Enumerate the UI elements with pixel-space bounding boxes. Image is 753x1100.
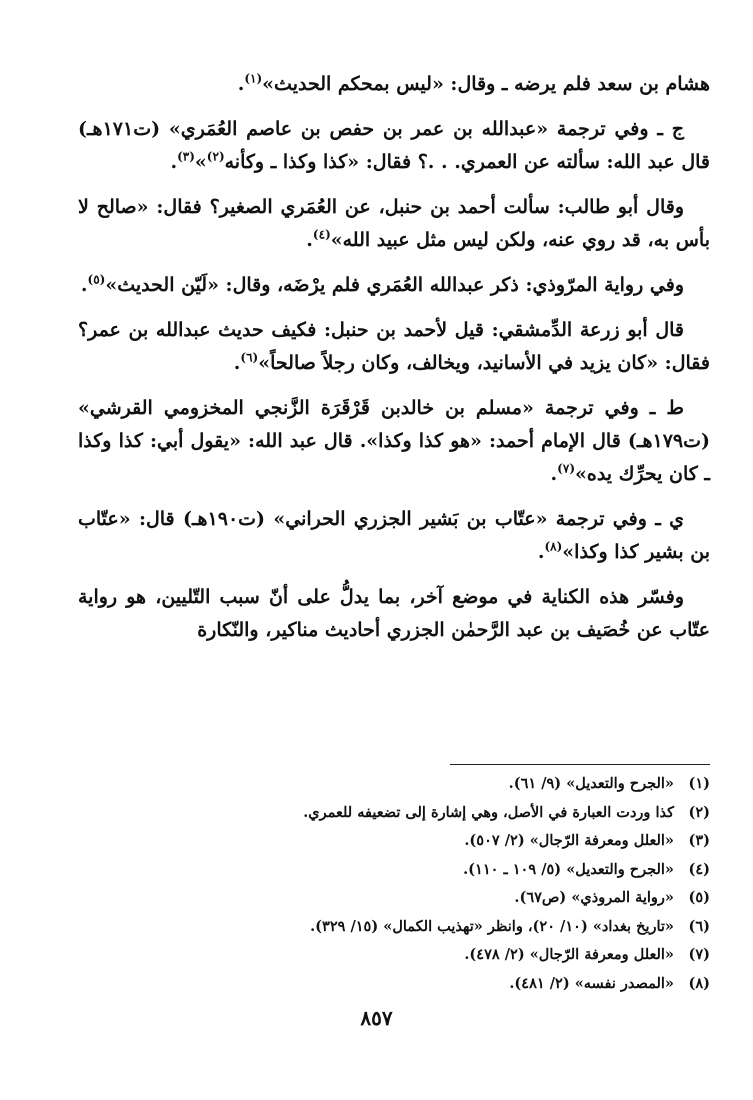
text-run: .: [306, 229, 313, 251]
text-run: وقال أبو طالب: سألت أحمد بن حنبل، عن العُمَري الصغير؟ فقال: «صالح لا بأس به، قد روي عنه، ولكن ليس مثل عبيد الله»: [78, 196, 710, 251]
footnote-text: «المصدر نفسه» (٢/ ٤٨١).: [509, 974, 674, 992]
footnote-number: (١): [688, 775, 710, 792]
paragraph: [78, 191, 710, 257]
footnote-ref[interactable]: (٨): [544, 539, 563, 554]
footnote-text: «الجرح والتعديل» (٩/ ٦١).: [508, 775, 674, 792]
text-run: وفسّر هذه الكناية في موضع آخر، بما يدلُّ على أنّ سبب التّليين، هو رواية عتّاب عن خُصَيف بن عبد الرَّحمٰن الجزري أحاديث مناكير، والنّكارة: [78, 586, 710, 641]
footnote-text: «الجرح والتعديل» (٥/ ١٠٩ ـ ١١٠).: [463, 860, 674, 878]
footnote-item: [78, 970, 710, 999]
text-run: وفي رواية المرّوذي: ذكر عبدالله العُمَري فلم يرْضَه، وقال: «لَيّن الحديث»: [105, 274, 684, 296]
footnote-text: «العلل ومعرفة الرّجال» (٢/ ٤٧٨).: [464, 946, 674, 963]
footnote-text: «رواية المروذي» (ص٦٧).: [514, 889, 674, 906]
paragraph: [78, 113, 710, 179]
paragraph: [78, 314, 710, 380]
footnote-number: (٧): [688, 946, 710, 963]
text-run: .: [170, 151, 178, 173]
footnote-item: [78, 799, 710, 828]
footnotes-list: [78, 770, 710, 998]
footnote-divider: [450, 764, 710, 765]
text-run: .: [550, 463, 558, 485]
paragraph: [78, 68, 710, 101]
text-run: ي ـ وفي ترجمة «عتّاب بن بَشير الجزري الحراني» (ت١٩٠هـ) قال: «عتّاب بن بشير كذا وكذا»: [78, 508, 710, 563]
footnote-item: [78, 827, 710, 856]
paragraph: [78, 503, 710, 569]
paragraph: [78, 581, 710, 647]
footnote-ref[interactable]: (٤): [312, 227, 331, 242]
footnote-text: «العلل ومعرفة الرّجال» (٢/ ٥٠٧).: [464, 832, 674, 849]
footnote-ref[interactable]: (٦): [240, 350, 259, 365]
text-run: قال أبو زرعة الدِّمشقي: قيل لأحمد بن حنبل: فكيف حديث عبدالله بن عمر؟ فقال: «كان يزيد في الأسانيد، ويخالف، وكان رجلاً صالحاً»: [78, 319, 710, 374]
footnote-number: (٦): [688, 917, 710, 935]
text-run: .: [237, 73, 245, 95]
paragraph: [78, 269, 710, 302]
text-run: ط ـ وفي ترجمة «مسلم بن خالدبن قَرْقَرَة الزَّنجي المخزومي القرشي» (ت١٧٩هـ) قال الإمام أحمد: «هو كذا وكذا». قال عبد الله: «يقول أبي: كذا وكذا ـ كان يحرِّك يده»: [78, 397, 710, 485]
footnote-item: [78, 941, 710, 970]
footnote-item: [78, 884, 710, 913]
footnote-item: [78, 913, 710, 942]
text-run: .: [233, 352, 241, 374]
page-number: ٨٥٧: [360, 1006, 393, 1030]
footnote-number: (٣): [688, 832, 710, 849]
footnote-ref[interactable]: (٢): [206, 149, 225, 164]
footnote-number: (٢): [688, 803, 710, 821]
footnote-ref[interactable]: (٣): [177, 149, 195, 164]
text-run: .: [80, 274, 88, 296]
text-run: هشام بن سعد فلم يرضه ـ وقال: «ليس بمحكم الحديث»: [262, 73, 710, 95]
footnote-ref[interactable]: (٧): [557, 461, 575, 476]
paragraph: [78, 392, 710, 491]
footnote-number: (٤): [688, 860, 710, 878]
footnote-number: (٥): [688, 889, 710, 906]
text-run: .: [537, 541, 545, 563]
footnote-number: (٨): [688, 974, 710, 992]
footnote-item: [78, 856, 710, 885]
footnote-ref[interactable]: (١): [244, 71, 263, 86]
text-run: ج ـ وفي ترجمة «عبدالله بن عمر بن حفص بن عاصم العُمَري» (ت١٧١هـ) قال عبد الله: سألته عن العمري. . .؟ فقال: «كذا وكذا ـ وكأنه: [78, 118, 710, 173]
footnote-ref[interactable]: (٥): [87, 272, 106, 287]
text-run: »: [194, 151, 207, 173]
footnote-text: كذا وردت العبارة في الأصل، وهي إشارة إلى تضعيفه للعمري.: [303, 803, 674, 821]
footnote-item: [78, 770, 710, 799]
footnote-text: «تاريخ بغداد» (١٠/ ٢٠)، وانظر «تهذيب الكمال» (١٥/ ٣٢٩).: [310, 917, 674, 935]
main-text: [78, 68, 710, 659]
